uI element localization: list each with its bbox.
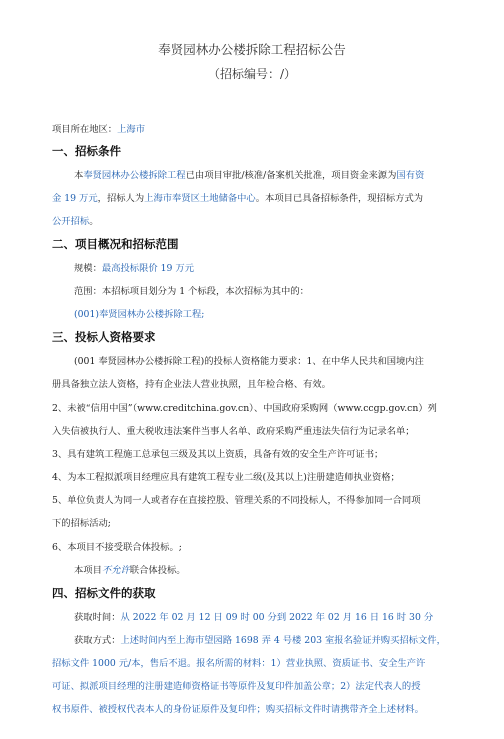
time-label: 获取时间： xyxy=(74,612,121,623)
lot-line: (001)奉贤园林办公楼拆除工程; xyxy=(74,309,205,320)
text-span: 已由项目审批/核准/备案机关批准，项目资金来源为 xyxy=(185,170,397,181)
location-value: 上海市 xyxy=(117,124,145,135)
joint-bid-value: 不允许 xyxy=(101,565,130,576)
qualification-line: (001 奉贤园林办公楼拆除工程)的投标人资格能力要求：1、在中华人民共和国境内注 xyxy=(74,356,424,367)
scale-label: 规模： xyxy=(74,263,102,274)
scope-line: 范围：本招标项目划分为 1 个标段，本次招标为其中的： xyxy=(74,286,309,297)
tender-method: 公开招标 xyxy=(52,216,90,227)
section-heading-tender-conditions: 一、招标条件 xyxy=(52,144,121,158)
qualification-line: 册具备独立法人资格，持有企业法人营业执照，且年检合格、有效。 xyxy=(52,379,331,390)
project-location xyxy=(52,123,472,136)
page-title: 奉贤园林办公楼拆除工程招标公告 xyxy=(158,42,346,57)
text-span: 联合体投标。 xyxy=(129,565,186,576)
section-heading-project-overview: 二、项目概况和招标范围 xyxy=(52,237,179,251)
time-value: 从 2022 年 02 月 12 日 09 时 00 分到 2022 年 02 月 16 日 16 时 30 分 xyxy=(120,612,434,623)
location-label: 项目所在地区： xyxy=(52,124,118,135)
obtain-time-line xyxy=(74,611,494,624)
paragraph-line xyxy=(74,169,494,182)
method-text: 上述时间内至上海市望园路 1698 弄 4 号楼 203 室报名验证并购买招标文件， xyxy=(120,635,446,646)
text-span: ，招标人为 xyxy=(97,193,145,204)
qualification-line: 5、单位负责人为同一人或者存在直接控股、管理关系的不同投标人，不得参加同一合同项 xyxy=(52,495,421,506)
method-label: 获取方式： xyxy=(74,635,121,646)
fund-amount: 金 19 万元 xyxy=(52,193,98,204)
qualification-line: 3、具有建筑工程施工总承包三级及其以上资质，具备有效的安全生产许可证书； xyxy=(52,449,384,460)
qualification-line: 4、为本工程拟派项目经理应具有建筑工程专业二级(及其以上)注册建造师执业资格； xyxy=(52,472,400,483)
qualification-line: 6、本项目不接受联合体投标。; xyxy=(52,542,182,553)
joint-bid-line xyxy=(74,564,494,577)
paragraph-line xyxy=(52,215,472,228)
obtain-method-line: 权书原件、被授权代表本人的身份证原件及复印件；购买招标文件时请携带齐全上述材料。 xyxy=(52,704,424,715)
text-span: 。本项目已具备招标条件，现招标方式为 xyxy=(255,193,424,204)
fund-source: 国有资 xyxy=(396,170,425,181)
qualification-line: 2、未被“信用中国”（www.creditchina.gov.cn）、中国政府采购网（www.ccgp.gov.cn）列 xyxy=(52,403,437,414)
project-name: 奉贤园林办公楼拆除工程 xyxy=(83,170,186,181)
obtain-method-line xyxy=(74,634,494,647)
text-span: 。 xyxy=(89,216,99,227)
text-span: 本 xyxy=(74,170,84,181)
scale-line xyxy=(74,262,494,275)
text-span: 本项目 xyxy=(74,565,102,576)
tenderer-name: 上海市奉贤区土地储备中心 xyxy=(144,193,256,204)
tender-number: （招标编号：/） xyxy=(207,67,297,81)
paragraph-line xyxy=(52,192,472,205)
obtain-method-line: 可证、拟派项目经理的注册建造师资格证书等原件及复印件加盖公章；2）法定代表人的授 xyxy=(52,681,421,692)
obtain-method-line: 招标文件 1000 元/本，售后不退。报名所需的材料：1）营业执照、资质证书、安全生产许 xyxy=(52,658,426,669)
section-heading-bidder-qualification: 三、投标人资格要求 xyxy=(52,330,156,344)
qualification-line: 下的招标活动; xyxy=(52,518,111,529)
qualification-line: 入失信被执行人、重大税收违法案件当事人名单、政府采购严重违法失信行为记录名单； xyxy=(52,426,415,437)
scale-value: 最高投标限价 19 万元 xyxy=(101,263,195,274)
section-heading-obtain-documents: 四、招标文件的获取 xyxy=(52,586,156,600)
